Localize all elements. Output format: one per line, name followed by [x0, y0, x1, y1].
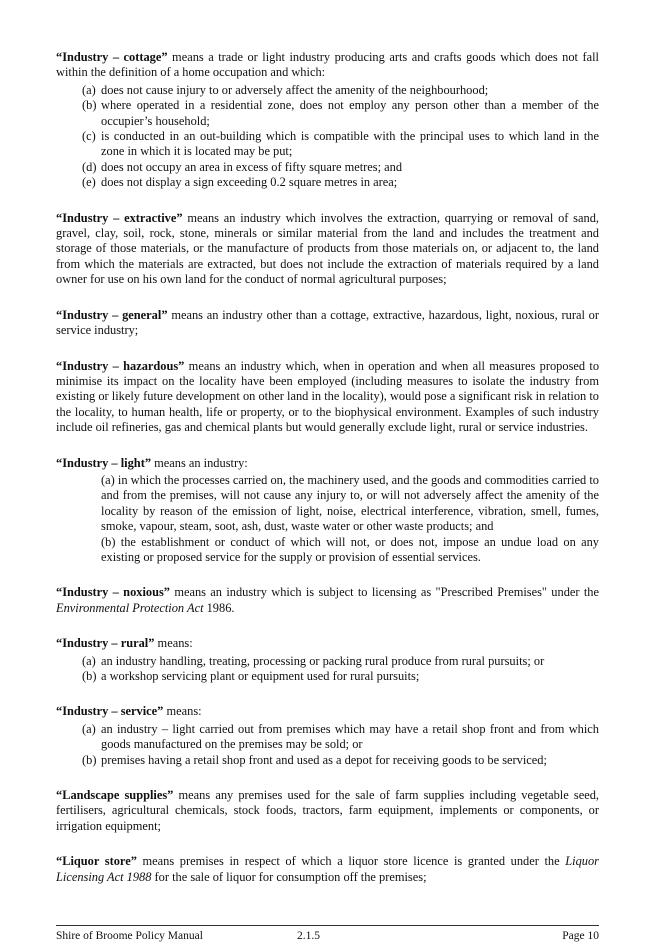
item-text: does not occupy an area in excess of fifty square metres; and: [101, 159, 403, 174]
term-label: “Industry – cottage”: [56, 50, 168, 64]
definition-industry-service: [56, 704, 599, 719]
footer-manual-title: Shire of Broome Policy Manual: [56, 930, 203, 942]
cottage-conditions-list: [56, 83, 599, 191]
definition-industry-hazardous: [56, 359, 599, 436]
act-title: Environmental Protection Act: [56, 600, 204, 615]
definition-text: means an industry:: [151, 455, 248, 470]
definition-industry-light: [56, 456, 599, 471]
list-item: [56, 160, 599, 175]
term-label: “Industry – hazardous”: [56, 358, 185, 373]
term-label: “Industry – service”: [56, 704, 164, 719]
definition-text: means:: [163, 704, 202, 719]
page-footer: [56, 929, 599, 943]
definition-text: means:: [154, 636, 193, 651]
definition-landscape-supplies: [56, 788, 599, 834]
definition-industry-extractive: [56, 211, 599, 288]
list-item: [56, 175, 599, 190]
term-label: “Industry – light”: [56, 455, 152, 470]
definition-text: means an industry which, when in operation and when all measures proposed to minimise its impact on the locality have been employed (including measures to isolate the industry from existing or likely future development on other land in the locality), would pose a significant risk in relation to the locality, to human health, life or property, or to the biophysical environment. Examples of such industry include oil refineries, gas and chemical plants but would generally exclude light, rural or service industries.: [56, 358, 600, 435]
item-marker: (b): [82, 98, 97, 113]
definition-text-end: for the sale of liquor for consumption off the premises;: [151, 869, 427, 884]
item-text: a workshop servicing plant or equipment used for rural pursuits;: [101, 669, 420, 683]
definition-text: means any premises used for the sale of farm supplies including vegetable seed, fertilisers, agricultural chemicals, stock foods, tractors, farm equipment, implements or components, or irrigation equipment;: [56, 788, 600, 833]
definition-text: means an industry which involves the extraction, quarrying or removal of sand, gravel, clay, soil, rock, stone, minerals or similar material from the land and includes the treatment and storage of those materials, or the manufacture of products from those materials on, or adjacent to, the land from which the materials are extracted, but does not include the extraction of materials required by a land owner for use on his own land for the conduct of normal agricultural purposes;: [56, 210, 599, 287]
item-text: an industry handling, treating, processing or packing rural produce from rural pursuits; or: [101, 653, 545, 668]
item-text: an industry – light carried out from premises which may have a retail shop front and from which goods manufactured on the premises may be sold; or: [101, 721, 599, 752]
term-label: “Industry – rural”: [56, 636, 155, 651]
item-marker: (c): [82, 129, 96, 144]
definition-liquor-store: [56, 854, 599, 885]
definition-industry-noxious: [56, 585, 599, 616]
document-body: [56, 50, 599, 902]
term-label: “Liquor store”: [56, 854, 137, 869]
list-item: [56, 669, 599, 684]
definition-industry-rural: [56, 636, 599, 651]
item-text: does not cause injury to or adversely affect the amenity of the neighbourhood;: [101, 82, 489, 97]
list-item: [56, 654, 599, 669]
definition-industry-general: [56, 308, 599, 339]
list-item: [56, 129, 599, 160]
item-marker: (b): [82, 752, 97, 767]
act-title: Liquor Licensing Act 1988: [56, 854, 599, 884]
definition-text: means an industry other than a cottage, extractive, hazardous, light, noxious, rural or service industry;: [56, 307, 599, 338]
item-text: does not display a sign exceeding 0.2 square metres in area;: [101, 175, 398, 190]
list-item: [56, 83, 599, 98]
light-clause-b: (b) the establishment or conduct of which will not, or does not, impose an undue load on any existing or proposed service for the supply or provision of essential services.: [101, 534, 599, 564]
footer-divider: [56, 925, 599, 926]
definition-text-end: 1986.: [203, 600, 235, 615]
footer-section-number: 2.1.5: [297, 930, 320, 942]
term-label: “Industry – extractive”: [56, 210, 183, 225]
definition-industry-cottage: [56, 50, 599, 81]
item-marker: (e): [82, 175, 96, 190]
item-marker: (a): [82, 721, 96, 736]
footer-page-number: Page 10: [562, 930, 599, 942]
term-label: “Landscape supplies”: [56, 788, 174, 803]
rural-list: [56, 654, 599, 685]
item-marker: (a): [82, 653, 96, 668]
service-list: [56, 722, 599, 768]
list-item: [56, 722, 599, 753]
term-label: “Industry – noxious”: [56, 585, 170, 600]
item-text: where operated in a residential zone, does not employ any person other than a member of the occupier’s household;: [101, 98, 599, 128]
definition-text: means a trade or light industry producing arts and crafts goods which does not fall within the definition of a home occupation and which:: [56, 50, 600, 80]
term-label: “Industry – general”: [56, 307, 168, 322]
light-clause-a: (a) in which the processes carried on, the machinery used, and the goods and commodities carried to and from the premises, will not cause any injury to, or will not adversely affect the amenity of the locality by reason of the emission of light, noise, electrical interference, vibration, smell, fumes, smoke, vapour, steam, soot, ash, dust, waste water or other waste products; and: [101, 472, 599, 534]
list-item: [56, 753, 599, 768]
item-marker: (a): [82, 82, 96, 97]
definition-text: means premises in respect of which a liquor store licence is granted under the: [136, 854, 566, 869]
definition-text: means an industry which is subject to licensing as "Prescribed Premises" under the: [170, 585, 599, 600]
item-marker: (d): [82, 159, 97, 174]
list-item: [56, 98, 599, 129]
item-text: is conducted in an out-building which is compatible with the principal uses to which land in the zone in which it is located may be put;: [101, 129, 599, 159]
item-marker: (b): [82, 669, 97, 683]
item-text: premises having a retail shop front and used as a depot for receiving goods to be serviced;: [101, 752, 547, 767]
